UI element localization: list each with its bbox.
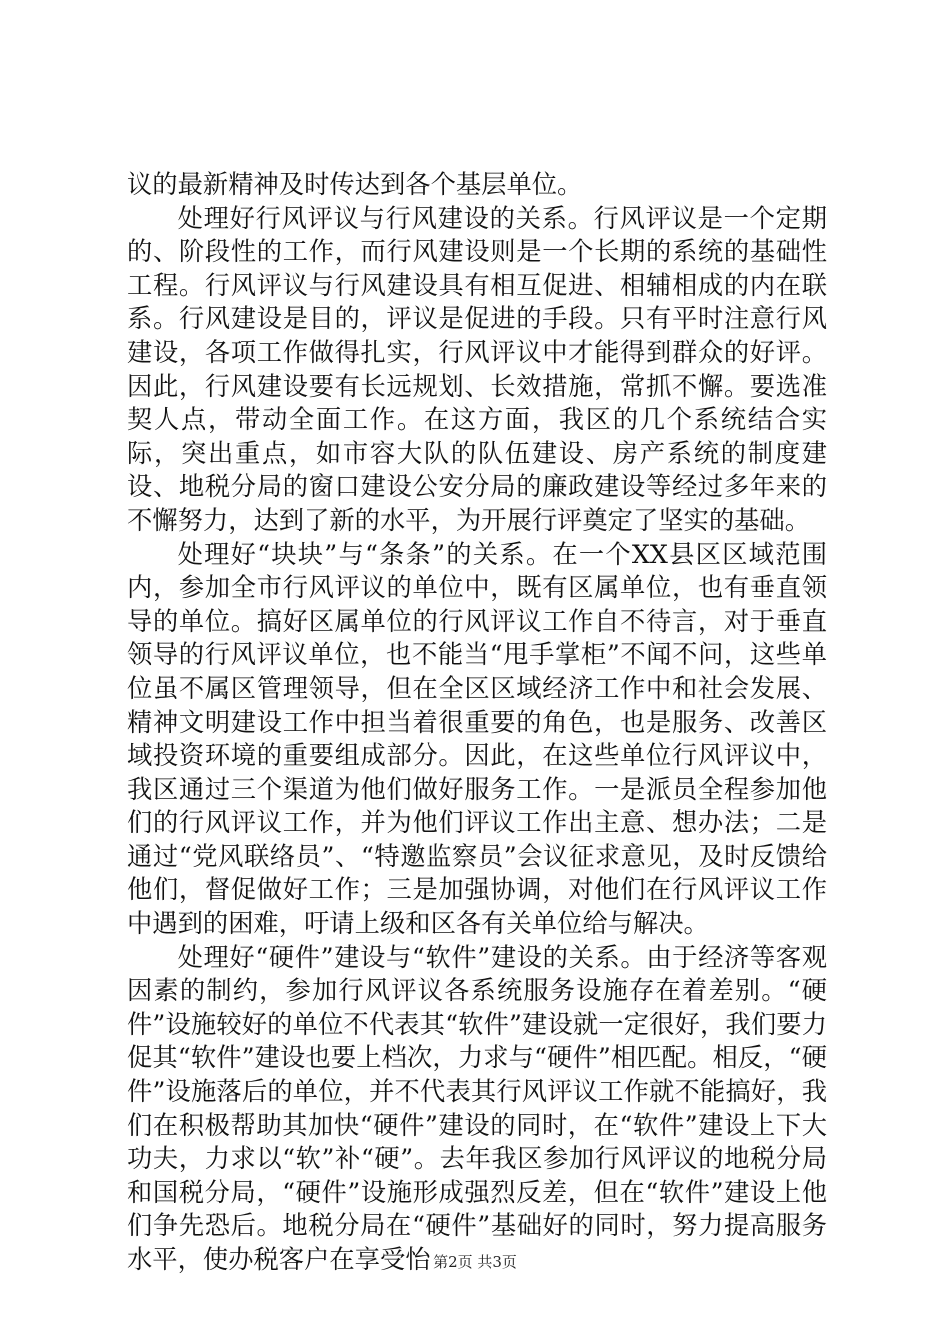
paragraph-2: 处理好行风评议与行风建设的关系。行风评议是一个定期的、阶段性的工作，而行风建设则是一个长期的系统的基础性工程。行风评议与行风建设具有相互促进、相辅相成的内在联系。行风建设是目的，评议是促进的手段。只有平时注意行风建设，各项工作做得扎实，行风评议中才能得到群众的好评。因此，行风建设要有长远规划、长效措施，常抓不懈。要选准契人点，带动全面工作。在这方面，我区的几个系统结合实际，突出重点，如市容大队的队伍建设、房产系统的制度建设、地税分局的窗口建设公安分局的廉政建设等经过多年来的不懈努力，达到了新的水平，为开展行评奠定了坚实的基础。 [127, 203, 827, 535]
paragraph-3: 处理好“块块”与“条条”的关系。在一个XX县区区域范围内，参加全市行风评议的单位中，既有区属单位，也有垂直领导的单位。搞好区属单位的行风评议工作自不待言，对于垂直领导的行风评议单位，也不能当“甩手掌柜”不闻不问，这些单位虽不属区管理领导，但在全区区域经济工作中和社会发展、精神文明建设工作中担当着很重要的角色，也是服务、改善区域投资环境的重要组成部分。因此，在这些单位行风评议中，我区通过三个渠道为他们做好服务工作。一是派员全程参加他们的行风评议工作，并为他们评议工作出主意、想办法；二是通过“党风联络员”、“特邀监察员”会议征求意见，及时反馈给他们，督促做好工作；三是加强协调，对他们在行风评议工作中遇到的困难，吁请上级和区各有关单位给与解决。 [127, 539, 827, 939]
page-number-footer: 第2页 共3页 [433, 1253, 517, 1271]
paragraph-1: 议的最新精神及时传达到各个基层单位。 [127, 170, 583, 199]
document-body [127, 168, 827, 1277]
paragraph-4: 处理好“硬件”建设与“软件”建设的关系。由于经济等客观因素的制约，参加行风评议各系统服务设施存在着差别。“硬件”设施较好的单位不代表其“软件”建设就一定很好，我们要力促其“软件”建设也要上档次，力求与“硬件”相匹配。相反，“硬件”设施落后的单位，并不代表其行风评议工作就不能搞好，我们在积极帮助其加快“硬件”建设的同时，在“软件”建设上下大功夫，力求以“软”补“硬”。去年我区参加行风评议的地税分局和国税分局，“硬件”设施形成强烈反差，但在“软件”建设上他们争先恐后。地税分局在“硬件”基础好的同时，努力提高服务水平，使办税客户在享受怡 [127, 942, 827, 1274]
